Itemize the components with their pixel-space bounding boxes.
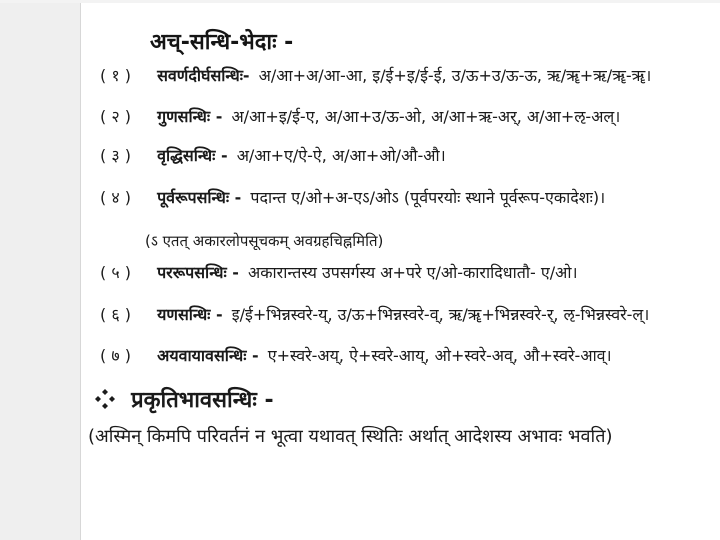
definition-line: (अस्मिन् किमपि परिवर्तनं न भूत्वा यथावत् स्थितिः अर्थात् आदेशस्य अभावः भवति) bbox=[88, 426, 613, 447]
avagraha-note: (ऽ एतत् अकारलोपसूचकम् अवग्रहचिह्नमिति) bbox=[145, 232, 384, 250]
rule-line-3 bbox=[100, 146, 710, 166]
four-diamond-bullet-icon bbox=[94, 388, 116, 410]
rule-line-4 bbox=[100, 188, 710, 208]
rule-name: सवर्णदीर्घसन्धिः- bbox=[157, 66, 250, 85]
rule-text: अकारान्तस्य उपसर्गस्य अ+परे ए/ओ-कारादिधातौ- ए/ओ। bbox=[248, 263, 578, 282]
rule-text: अ/आ+अ/आ-आ, इ/ई+इ/ई-ई, उ/ऊ+उ/ऊ-ऊ, ऋ/ॠ+ऋ/ॠ-ॠ। bbox=[258, 66, 652, 85]
rule-text: पदान्त ए/ओ+अ-एऽ/ओऽ (पूर्वपरयोः स्थाने पूर्वरूप-एकादेशः)। bbox=[250, 188, 606, 207]
rule-text: अ/आ+इ/ई-ए, अ/आ+उ/ऊ-ओ, अ/आ+ऋ-अर्, अ/आ+ऌ-अल्। bbox=[231, 107, 621, 126]
rule-line-7 bbox=[100, 346, 710, 366]
rule-name: यणसन्धिः - bbox=[157, 305, 223, 324]
rule-name: अयवायावसन्धिः - bbox=[157, 346, 259, 365]
rule-line-1 bbox=[100, 66, 710, 86]
rule-line-6 bbox=[100, 305, 710, 325]
rule-line-2 bbox=[100, 107, 710, 127]
rule-number: ( ४ ) bbox=[100, 188, 131, 207]
rule-text: ए+स्वरे-अय्, ऐ+स्वरे-आय्, ओ+स्वरे-अव्, औ+स्वरे-आव्। bbox=[267, 346, 612, 365]
rule-name: पूर्वरूपसन्धिः - bbox=[157, 188, 242, 207]
slide-heading: अच्-सन्धि-भेदाः - bbox=[150, 30, 294, 55]
rule-text: इ/ई+भिन्नस्वरे-य्, उ/ऊ+भिन्नस्वरे-व्, ऋ/ॠ+भिन्नस्वरे-र्, ऌ-भिन्नस्वरे-ल्। bbox=[231, 305, 650, 324]
rule-name: गुणसन्धिः - bbox=[157, 107, 223, 126]
rule-number: ( ६ ) bbox=[100, 305, 131, 324]
rule-number: ( १ ) bbox=[100, 66, 131, 85]
bullet-row bbox=[94, 384, 614, 414]
rule-number: ( ३ ) bbox=[100, 146, 131, 165]
rule-number: ( ७ ) bbox=[100, 346, 131, 365]
bullet-heading: प्रकृतिभावसन्धिः - bbox=[131, 388, 274, 413]
rule-name: वृद्धिसन्धिः - bbox=[157, 146, 228, 165]
rule-name: पररूपसन्धिः - bbox=[157, 263, 239, 282]
rule-number: ( ५ ) bbox=[100, 263, 131, 282]
rule-line-5 bbox=[100, 263, 710, 283]
rule-text: अ/आ+ए/ऐ-ऐ, अ/आ+ओ/औ-औ। bbox=[236, 146, 446, 165]
rule-number: ( २ ) bbox=[100, 107, 131, 126]
